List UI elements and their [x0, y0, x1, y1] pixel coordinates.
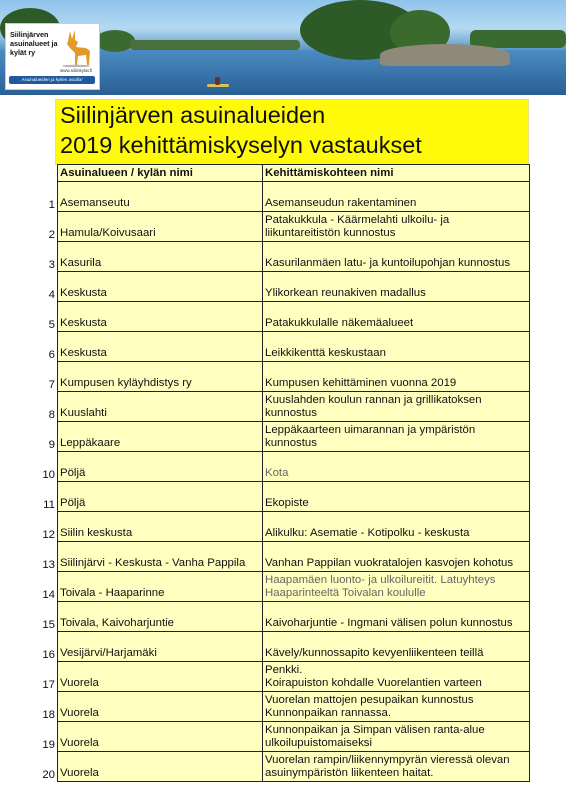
development-target-cell: [263, 632, 530, 662]
area-name-cell: Siilin keskusta: [58, 512, 263, 542]
table-row: [0, 332, 530, 362]
logo-name: Siilinjärven asuinalueet ja kylät ry: [10, 30, 58, 57]
target-text-line: Kunnonpaikan rannassa.: [265, 707, 392, 719]
target-text-line: Kuuslahden koulun rannan ja grillikatoksen: [265, 394, 482, 406]
development-target-cell: [263, 572, 530, 602]
table-row: [0, 392, 530, 422]
far-shore: [130, 40, 300, 50]
area-name-cell: Asemanseutu: [58, 182, 263, 212]
area-name-cell: Kuuslahti: [58, 392, 263, 422]
area-name-cell: Kasurila: [58, 242, 263, 272]
column-header-target: Kehittämiskohteen nimi: [263, 165, 530, 182]
row-number: 2: [0, 212, 58, 242]
row-number: 15: [0, 602, 58, 632]
row-number-header: [0, 165, 58, 182]
area-name-cell: Toivala, Kaivoharjuntie: [58, 602, 263, 632]
target-text-line: Vuorelan mattojen pesupaikan kunnostus: [265, 694, 474, 706]
row-number: 8: [0, 392, 58, 422]
row-number: 14: [0, 572, 58, 602]
table-row: [0, 212, 530, 242]
logo-url: www.siilinkylat.fi: [60, 68, 93, 73]
row-number: 17: [0, 662, 58, 692]
development-target-cell: [263, 422, 530, 452]
table-row: [0, 302, 530, 332]
development-target-cell: [263, 332, 530, 362]
development-target-cell: [263, 722, 530, 752]
target-text-line: kunnostus: [265, 407, 317, 419]
table-row: [0, 602, 530, 632]
area-name-cell: Kumpusen kyläyhdistys ry: [58, 362, 263, 392]
area-name-cell: Keskusta: [58, 272, 263, 302]
development-target-cell: [263, 362, 530, 392]
row-number: 11: [0, 482, 58, 512]
table-header-row: [0, 165, 530, 182]
target-text-line: Leikkikenttä keskustaan: [265, 347, 386, 359]
target-text-line: kunnostus: [265, 437, 317, 449]
tree-cluster: [95, 30, 135, 52]
target-text-line: Haapamäen luonto- ja ulkoilureitit. Latuyhteys: [265, 574, 496, 586]
target-text-line: Penkki.: [265, 664, 303, 676]
target-text-line: Asemanseudun rakentaminen: [265, 197, 417, 209]
row-number: 12: [0, 512, 58, 542]
row-number: 3: [0, 242, 58, 272]
development-target-cell: [263, 242, 530, 272]
area-name-cell: Hamula/Koivusaari: [58, 212, 263, 242]
table-row: [0, 452, 530, 482]
area-name-cell: Pöljä: [58, 452, 263, 482]
target-text-line: Kunnonpaikan ja Simpan välisen ranta-alue: [265, 724, 485, 736]
development-target-cell: [263, 392, 530, 422]
target-text-line: Vuorelan rampin/liikennympyrän vieressä olevan: [265, 754, 510, 766]
title-line-2: 2019 kehittämiskyselyn vastaukset: [60, 132, 422, 158]
development-target-cell: [263, 662, 530, 692]
area-name-cell: Pöljä: [58, 482, 263, 512]
row-number: 19: [0, 722, 58, 752]
target-text-line: Ylikorkean reunakiven madallus: [265, 287, 426, 299]
row-number: 18: [0, 692, 58, 722]
target-text-line: Kävely/kunnossapito kevyenliikenteen teillä: [265, 647, 484, 659]
target-text-line: Patakukkula - Käärmelahti ulkoilu- ja: [265, 214, 450, 226]
table-row: [0, 362, 530, 392]
area-name-cell: Vuorela: [58, 692, 263, 722]
target-text-line: Koirapuiston kohdalle Vuorelantien varteen: [265, 677, 482, 689]
row-number: 7: [0, 362, 58, 392]
shore-rock: [380, 44, 510, 66]
title-box: [55, 99, 529, 166]
target-text-line: Kota: [265, 467, 289, 479]
target-text-line: Kasurilanmäen latu- ja kuntoilupohjan kunnostus: [265, 257, 511, 269]
organization-logo[interactable]: [5, 23, 100, 90]
table-row: [0, 662, 530, 692]
column-header-area: Asuinalueen / kylän nimi: [58, 165, 263, 182]
target-text-line: liikuntareitistön kunnostus: [265, 227, 396, 239]
area-name-cell: Vesijärvi/Harjamäki: [58, 632, 263, 662]
table-row: [0, 572, 530, 602]
area-name-cell: Vuorela: [58, 752, 263, 782]
target-text-line: asuinympäristön liikenteen haitat.: [265, 767, 434, 779]
development-survey-table: [0, 164, 530, 782]
row-number: 16: [0, 632, 58, 662]
development-target-cell: [263, 482, 530, 512]
table-row: [0, 242, 530, 272]
development-target-cell: [263, 182, 530, 212]
table-row: [0, 632, 530, 662]
row-number: 6: [0, 332, 58, 362]
table-row: [0, 752, 530, 782]
title-line-1: Siilinjärven asuinalueiden: [60, 102, 326, 128]
development-target-cell: [263, 752, 530, 782]
table-row: [0, 542, 530, 572]
row-number: 20: [0, 752, 58, 782]
development-target-cell: [263, 512, 530, 542]
development-target-cell: [263, 452, 530, 482]
row-number: 9: [0, 422, 58, 452]
row-number: 13: [0, 542, 58, 572]
target-text-line: Kumpusen kehittäminen vuonna 2019: [265, 377, 457, 389]
area-name-cell: Leppäkaare: [58, 422, 263, 452]
development-target-cell: [263, 302, 530, 332]
target-text-line: ulkoilupuistomaiseksi: [265, 737, 372, 749]
target-text-line: Patakukkulalle näkemäalueet: [265, 317, 414, 329]
area-name-cell: Vuorela: [58, 662, 263, 692]
row-number: 10: [0, 452, 58, 482]
development-target-cell: [263, 542, 530, 572]
target-text-line: Haaparinteeltä Toivalan koululle: [265, 587, 426, 599]
logo-slogan: Asuinalueiden ja kylien asialla!: [9, 76, 95, 84]
table-row: [0, 722, 530, 752]
table-row: [0, 182, 530, 212]
area-name-cell: Keskusta: [58, 302, 263, 332]
paddler: [215, 77, 220, 85]
row-number: 1: [0, 182, 58, 212]
area-name-cell: Vuorela: [58, 722, 263, 752]
target-text-line: Vanhan Pappilan vuokratalojen kasvojen kohotus: [265, 557, 514, 569]
table-row: [0, 512, 530, 542]
development-target-cell: [263, 692, 530, 722]
area-name-cell: Toivala - Haaparinne: [58, 572, 263, 602]
target-text-line: Kaivoharjuntie - Ingmani välisen polun kunnostus: [265, 617, 513, 629]
development-target-cell: [263, 212, 530, 242]
banner-photo: [0, 0, 566, 95]
area-name-cell: Keskusta: [58, 332, 263, 362]
row-number: 4: [0, 272, 58, 302]
table-row: [0, 482, 530, 512]
table-row: [0, 422, 530, 452]
development-target-cell: [263, 602, 530, 632]
table-row: [0, 272, 530, 302]
area-name-cell: Siilinjärvi - Keskusta - Vanha Pappila: [58, 542, 263, 572]
table-row: [0, 692, 530, 722]
row-number: 5: [0, 302, 58, 332]
target-text-line: Leppäkaarteen uimarannan ja ympäristön: [265, 424, 476, 436]
deer-icon: [56, 27, 96, 67]
target-text-line: Alikulku: Asematie - Kotipolku - keskusta: [265, 527, 470, 539]
development-target-cell: [263, 272, 530, 302]
target-text-line: Ekopiste: [265, 497, 309, 509]
